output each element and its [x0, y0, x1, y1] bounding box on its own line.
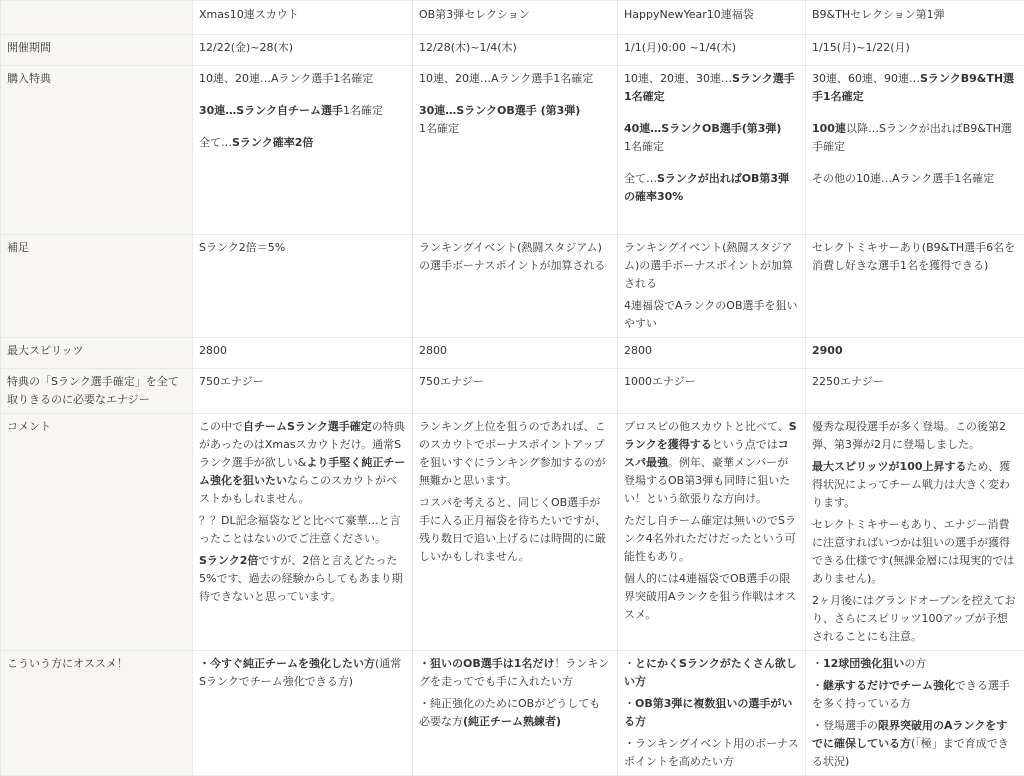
perk-xmas-line3-pre: 全て…: [199, 136, 232, 149]
comment-cell-xmas: [193, 414, 413, 651]
comment-hny-a3: という点では: [712, 438, 778, 451]
recommend-hny-b1: ・: [624, 697, 635, 710]
table-row: [1, 235, 1024, 338]
recommend-hny-b2: OB第3弾に複数狙いの選手がいる方: [624, 697, 792, 728]
recommend-xmas-a2: (通常Sランクでチーム強化できる方): [199, 657, 401, 688]
perk-hny-line3: [624, 170, 799, 206]
table-header-row: [1, 1, 1024, 35]
perk-b9th-line2: [812, 120, 1018, 156]
perk-xmas-line3-bold: Sランク確率2倍: [232, 136, 313, 149]
perk-ob3-line2-bold: 30連…SランクOB選手 (第3弾): [419, 104, 580, 117]
spirits-cell-xmas: 2800: [193, 338, 413, 369]
comment-cell-hny: [618, 414, 806, 651]
perk-xmas-line2: [199, 102, 406, 120]
recommend-ob3-b1: ・純正強化のためにOBがどうしても必要な方: [419, 697, 600, 728]
recommend-hny-a2: とにかくSランクがたくさん欲しい方: [624, 657, 797, 688]
comment-hny-a5: 。例年、豪華メンバーが登場するOB第3弾も同時に狙いたい！という欲張りな方向け。: [624, 456, 790, 505]
recommend-hny-item2: [624, 695, 799, 731]
supplement-cell-ob3: ランキングイベント(熱闘スタジアム)の選手ボーナスポイントが加算される: [413, 235, 618, 338]
perk-b9th-line1-pre: 30連、60連、90連…: [812, 72, 920, 85]
perk-xmas-line3: [199, 134, 406, 152]
perk-cell-hny: [618, 66, 806, 235]
recommend-b9th-item3: [812, 717, 1018, 771]
column-header-hny: HappyNewYear10連福袋: [618, 1, 806, 35]
perk-hny-line1-bold: Sランク選: [732, 72, 784, 85]
period-cell-b9th: 1/15(月)~1/22(月): [806, 35, 1024, 66]
perk-xmas-line2-rest: 1名確定: [343, 104, 383, 117]
supplement-cell-xmas: Sランク2倍＝5%: [193, 235, 413, 338]
comment-xmas-c1: Sランク2倍: [199, 554, 258, 567]
recommend-b9th-c2: 限界突破用のAランクをすでに確保している方: [812, 719, 1007, 750]
table-row: [1, 338, 1024, 369]
row-label-energy: 特典の「Sランク選手確定」を全て取りきるのに必要なエナジー: [1, 369, 193, 414]
perk-hny-line1: [624, 70, 799, 106]
comment-xmas-para1: [199, 418, 406, 508]
supplement-cell-hny: [618, 235, 806, 338]
spirits-b9th-value: 2900: [812, 344, 843, 357]
comment-ob3-para2: コスパを考えると、同じくOB選手が手に入る正月福袋を待ちたいですが、残り数日で追い上げるには時間的に厳しいかもしれません。: [419, 494, 611, 566]
recommend-b9th-c1: ・登場選手の: [812, 719, 878, 732]
spirits-cell-hny: 2800: [618, 338, 806, 369]
recommend-ob3-a2: ！ランキングを走ってでも手に入れたい方: [419, 657, 609, 688]
comment-cell-ob3: [413, 414, 618, 651]
table-row: [1, 414, 1024, 651]
energy-cell-xmas: 750エナジー: [193, 369, 413, 414]
recommend-hny-item1: [624, 655, 799, 691]
energy-cell-hny: 1000エナジー: [618, 369, 806, 414]
row-label-perk: 購入特典: [1, 66, 193, 235]
column-header-ob3: OB第3弾セレクション: [413, 1, 618, 35]
row-label-supplement: 補足: [1, 235, 193, 338]
comment-hny-a4: コスパ最強: [624, 438, 789, 469]
recommend-cell-ob3: [413, 651, 618, 776]
perk-hny-line2-rest: 1名確定: [624, 140, 664, 153]
comment-ob3-para1: ランキング上位を狙うのであれば、このスカウトでボーナスポイントアップを狙いすぐにランキング参加するのが無難かと思います。: [419, 418, 611, 490]
perk-hny-line1-pre: 10連、20連、30連…: [624, 72, 732, 85]
comment-b9th-para3: セレクトミキサーもあり、エナジー消費に注意すればいつかは狙いの選手が獲得できる仕様です(無課金層には現実的ではありません)。: [812, 516, 1018, 588]
row-label-comment: コメント: [1, 414, 193, 651]
recommend-ob3-a1: ・狙いのOB選手は1名だけ: [419, 657, 554, 670]
table-row: [1, 35, 1024, 66]
perk-hny-line2-bold: 40連…SランクOB選手(第3弾): [624, 122, 781, 135]
perk-xmas-line1: 10連、20連…Aランク選手1名確定: [199, 70, 406, 88]
table-row: [1, 369, 1024, 414]
recommend-b9th-b1: ・: [812, 679, 823, 692]
comment-xmas-a5: ならこのスカウトがベストかもしれません。: [199, 474, 397, 505]
recommend-cell-b9th: [806, 651, 1024, 776]
recommend-cell-xmas: [193, 651, 413, 776]
comment-xmas-a1: この中で: [199, 420, 243, 433]
supplement-hny-line1: ランキングイベント(熱闘スタジアム)の選手ボーナスポイントが加算される: [624, 239, 799, 293]
recommend-xmas-a1: ・今すぐ純正チームを強化したい方: [199, 657, 375, 670]
perk-ob3-line1: 10連、20連…Aランク選手1名確定: [419, 70, 611, 88]
perk-hny-line3-bold: Sランクが出ればOB第3弾の確率30%: [624, 172, 789, 203]
perk-hny-line1-rest: 手1名確定: [624, 72, 795, 103]
comment-hny-a2: Sランクを獲得する: [624, 420, 797, 451]
comment-hny-para1: [624, 418, 799, 508]
perk-ob3-line2: [419, 102, 611, 138]
recommend-b9th-item1: [812, 655, 1018, 673]
comment-xmas-para3: [199, 552, 406, 606]
energy-cell-b9th: 2250エナジー: [806, 369, 1024, 414]
row-label-period: 開催期間: [1, 35, 193, 66]
comment-xmas-para2: ？？DL記念福袋などと比べて豪華…と言ったことはないのでご注意ください。: [199, 512, 406, 548]
perk-cell-ob3: [413, 66, 618, 235]
comment-hny-para2: ただし自チーム確定は無いのでSランク4名外れただけだったという可能性もあり。: [624, 512, 799, 566]
column-header-b9th: B9&THセレクション第1弾: [806, 1, 1024, 35]
comment-xmas-a2: 自チームSランク選手確定: [243, 420, 372, 433]
comment-hny-a1: プロスピの他スカウトと比べて、: [624, 420, 789, 433]
perk-b9th-line1-bold: SランクB9&TH: [920, 72, 1003, 85]
recommend-ob3-b2: (純正チーム熟練者): [463, 715, 561, 728]
recommend-ob3-item1: [419, 655, 611, 691]
recommend-b9th-a1: ・: [812, 657, 823, 670]
table-row: [1, 651, 1024, 776]
period-cell-hny: 1/1(月)0:00 ~1/4(木): [618, 35, 806, 66]
spirits-cell-b9th: [806, 338, 1024, 369]
recommend-hny-a1: ・: [624, 657, 635, 670]
recommend-cell-hny: [618, 651, 806, 776]
recommend-ob3-item2: [419, 695, 611, 731]
header-corner-cell: [1, 1, 193, 35]
perk-b9th-line2-bold: 100連: [812, 122, 846, 135]
recommend-b9th-b2: 継承するだけでチーム強化: [823, 679, 955, 692]
comment-b9th-para4: 2ヶ月後にはグランドオープンを控えており、さらにスピリッツ100アップが予想されることにも注意。: [812, 592, 1018, 646]
period-cell-xmas: 12/22(金)~28(木): [193, 35, 413, 66]
spirits-cell-ob3: 2800: [413, 338, 618, 369]
perk-b9th-line1: [812, 70, 1018, 106]
comment-cell-b9th: [806, 414, 1024, 651]
comment-b9th-para1: 優秀な現役選手が多く登場。この後第2弾、第3弾が2月に登場しました。: [812, 418, 1018, 454]
recommend-b9th-a3: の方: [904, 657, 926, 670]
recommend-hny-item3: ・ランキングイベント用のボーナスポイントを高めたい方: [624, 735, 799, 771]
perk-b9th-line3: その他の10連…Aランク選手1名確定: [812, 170, 1018, 188]
column-header-xmas: Xmas10連スカウト: [193, 1, 413, 35]
perk-cell-xmas: [193, 66, 413, 235]
comment-b9th-b2: ため、獲得状況によってチーム戦力は大きく変わります。: [812, 460, 1010, 509]
comment-xmas-a4: より手堅く純正チーム強化を狙いたい: [199, 456, 405, 487]
comment-xmas-c2: ですが、2倍と言えどたった5%です、過去の経験からしてもあまり期待できないと思っています。: [199, 554, 403, 603]
perk-hny-line3-pre: 全て…: [624, 172, 657, 185]
perk-ob3-line2-rest: 1名確定: [419, 122, 459, 135]
row-label-spirits: 最大スピリッツ: [1, 338, 193, 369]
row-label-recommend: こういう方にオススメ！: [1, 651, 193, 776]
recommend-b9th-b3: できる選手を多く持っている方: [812, 679, 1010, 710]
perk-cell-b9th: [806, 66, 1024, 235]
supplement-cell-b9th: セレクトミキサーあり(B9&TH選手6名を消費し好きな選手1名を獲得できる): [806, 235, 1024, 338]
comment-xmas-a3: の特典があったのはXmasスカウトだけ。通常Sランク選手が欲しい&: [199, 420, 405, 469]
recommend-xmas-item1: [199, 655, 406, 691]
comment-hny-para3: 個人的には4連福袋でOB選手の限界突破用Aランクを狙う作戦はオススメ。: [624, 570, 799, 624]
recommend-b9th-a2: 12球団強化狙い: [823, 657, 904, 670]
perk-xmas-line2-bold: 30連…Sランク自チーム選手: [199, 104, 343, 117]
recommend-b9th-c3: (「極」まで育成できる状況): [812, 737, 1009, 768]
supplement-hny-line2: 4連福袋でAランクのOB選手を狙いやすい: [624, 297, 799, 333]
table-row: [1, 66, 1024, 235]
perk-b9th-line1-rest: 選手1名確定: [812, 72, 1014, 103]
comment-b9th-b1: 最大スピリッツが100上昇する: [812, 460, 967, 473]
period-cell-ob3: 12/28(木)~1/4(木): [413, 35, 618, 66]
recommend-b9th-item2: [812, 677, 1018, 713]
energy-cell-ob3: 750エナジー: [413, 369, 618, 414]
perk-b9th-line2-rest: 以降…Sランクが出ればB9&TH選手確定: [812, 122, 1012, 153]
comment-b9th-para2: [812, 458, 1018, 512]
perk-hny-line2: [624, 120, 799, 156]
